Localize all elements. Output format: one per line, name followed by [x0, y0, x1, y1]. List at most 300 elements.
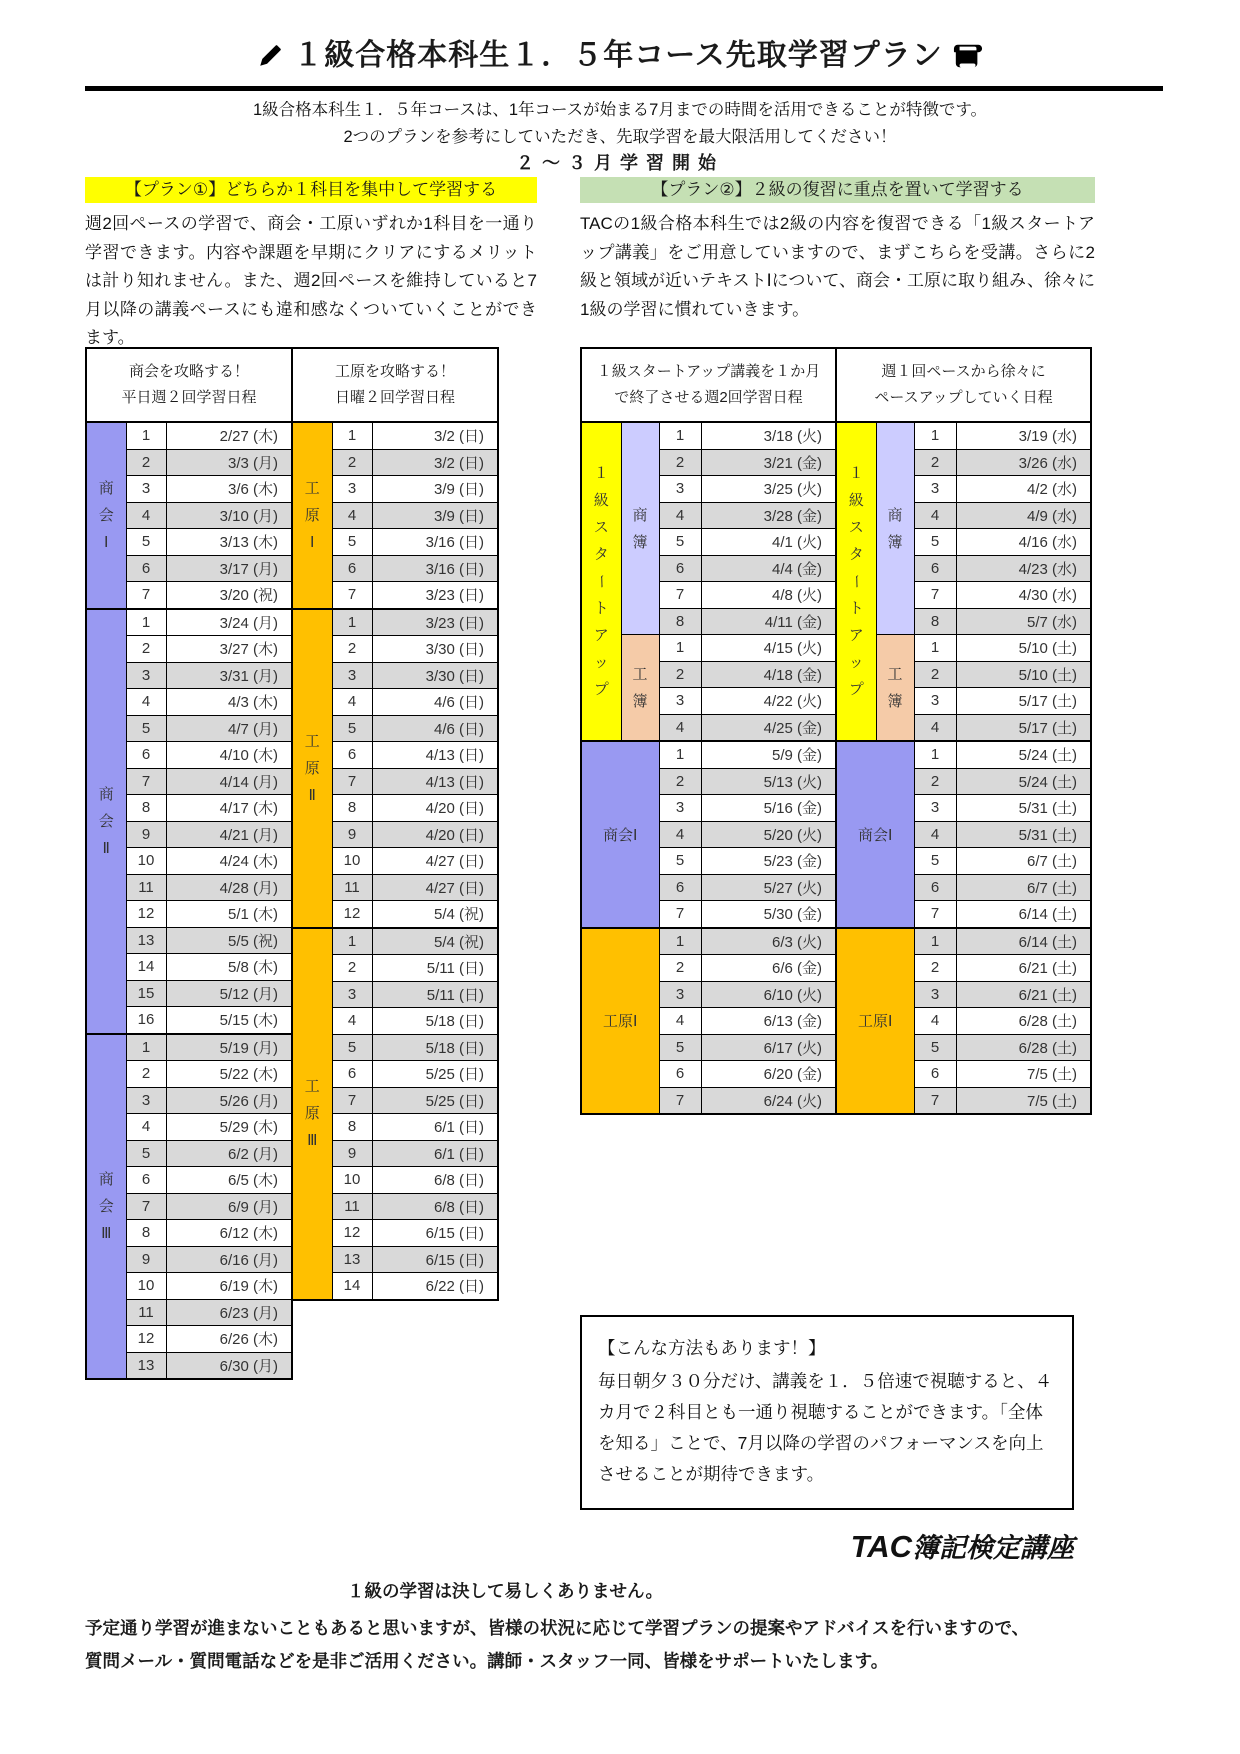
session-number-cell: 1	[332, 422, 372, 449]
subject-label-text: 商 簿	[887, 506, 903, 551]
session-date-cell: 6/7 (土)	[956, 874, 1091, 901]
session-date-cell: 5/1 (木)	[166, 901, 292, 928]
plan1-heading: 【プラン①】どちらか１科目を集中して学習する	[85, 177, 537, 203]
session-date-cell: 5/27 (火)	[701, 874, 836, 901]
session-number-cell: 7	[659, 1087, 701, 1114]
session-number-cell: 3	[914, 476, 956, 503]
session-date-cell: 5/26 (月)	[166, 1087, 292, 1114]
session-number-cell: 8	[126, 1220, 166, 1247]
session-number-cell: 9	[126, 1246, 166, 1273]
session-date-cell: 4/18 (金)	[701, 661, 836, 688]
session-number-cell: 6	[126, 742, 166, 769]
subject-label-text: 工 原 Ⅱ	[304, 732, 320, 804]
session-number-cell: 2	[126, 636, 166, 663]
session-date-cell: 5/7 (水)	[956, 608, 1091, 635]
session-number-cell: 4	[332, 689, 372, 716]
session-number-cell: 4	[126, 1114, 166, 1141]
session-number-cell: 6	[126, 555, 166, 582]
session-date-cell: 4/30 (水)	[956, 582, 1091, 609]
session-number-cell: 3	[914, 688, 956, 715]
session-number-cell: 10	[126, 848, 166, 875]
session-number-cell: 6	[659, 874, 701, 901]
table-row	[292, 928, 498, 955]
session-number-cell: 8	[659, 608, 701, 635]
session-date-cell: 5/18 (日)	[372, 1034, 498, 1061]
session-date-cell: 4/11 (金)	[701, 608, 836, 635]
plan2-schedule-tables	[580, 347, 1092, 1115]
session-date-cell: 3/16 (日)	[372, 555, 498, 582]
session-date-cell: 4/1 (火)	[701, 529, 836, 556]
subject-label-text: 工 原 Ⅲ	[304, 1078, 320, 1149]
session-number-cell: 6	[332, 1061, 372, 1088]
subject-label-text: 工 簿	[632, 665, 648, 710]
subject-sublabel	[876, 422, 914, 635]
session-number-cell: 1	[126, 422, 166, 449]
session-date-cell: 6/15 (日)	[372, 1220, 498, 1247]
session-number-cell: 7	[126, 582, 166, 609]
session-number-cell: 13	[332, 1246, 372, 1273]
session-date-cell: 6/28 (土)	[956, 1008, 1091, 1035]
session-number-cell: 4	[914, 1008, 956, 1035]
session-number-cell: 8	[332, 1114, 372, 1141]
session-number-cell: 3	[914, 981, 956, 1008]
session-date-cell: 6/21 (土)	[956, 981, 1091, 1008]
session-date-cell: 3/23 (日)	[372, 582, 498, 609]
table-row	[86, 1034, 292, 1061]
session-number-cell: 2	[332, 449, 372, 476]
session-number-cell: 16	[126, 1007, 166, 1034]
session-date-cell: 6/14 (土)	[956, 901, 1091, 928]
intro-line-1: 1級合格本科生１．５年コースは、1年コースが始まる7月までの時間を活用できることが特徴です。	[252, 101, 988, 119]
tips-box	[580, 1315, 1074, 1510]
session-number-cell: 6	[659, 555, 701, 582]
session-number-cell: 6	[332, 742, 372, 769]
plan2-column	[580, 177, 1095, 324]
session-number-cell: 7	[914, 901, 956, 928]
session-number-cell: 7	[659, 901, 701, 928]
table-row	[581, 741, 836, 768]
session-number-cell: 7	[332, 768, 372, 795]
session-date-cell: 4/8 (火)	[701, 582, 836, 609]
plan2-heading: 【プラン②】２級の復習に重点を置いて学習する	[580, 177, 1095, 203]
subject-label	[292, 609, 332, 928]
session-number-cell: 3	[126, 662, 166, 689]
table-row	[836, 741, 1091, 768]
session-date-cell: 4/6 (日)	[372, 715, 498, 742]
session-number-cell: 8	[332, 795, 372, 822]
session-number-cell: 3	[332, 476, 372, 503]
table-row	[581, 422, 836, 449]
session-date-cell: 3/27 (木)	[166, 636, 292, 663]
plan1-schedule-tables	[85, 347, 499, 1380]
session-number-cell: 3	[659, 795, 701, 822]
session-date-cell: 3/10 (月)	[166, 502, 292, 529]
session-date-cell: 3/31 (月)	[166, 662, 292, 689]
session-number-cell: 12	[332, 901, 372, 928]
session-date-cell: 3/23 (日)	[372, 609, 498, 636]
session-date-cell: 5/15 (木)	[166, 1007, 292, 1034]
session-date-cell: 3/17 (月)	[166, 555, 292, 582]
session-number-cell: 5	[332, 529, 372, 556]
session-date-cell: 3/16 (日)	[372, 529, 498, 556]
session-number-cell: 12	[126, 1326, 166, 1353]
session-number-cell: 2	[332, 636, 372, 663]
session-date-cell: 5/10 (土)	[956, 661, 1091, 688]
subject-label-text: １ 級 ス タ ー ト ア ッ プ	[847, 465, 865, 698]
session-number-cell: 9	[126, 821, 166, 848]
session-date-cell: 4/10 (木)	[166, 742, 292, 769]
session-number-cell: 3	[332, 662, 372, 689]
session-date-cell: 6/20 (金)	[701, 1061, 836, 1088]
session-date-cell: 3/30 (日)	[372, 636, 498, 663]
plan1-schedule-table-1	[85, 347, 293, 1380]
session-date-cell: 6/6 (金)	[701, 955, 836, 982]
session-date-cell: 4/3 (木)	[166, 689, 292, 716]
session-date-cell: 6/12 (木)	[166, 1220, 292, 1247]
subject-label	[292, 422, 332, 609]
session-number-cell: 1	[126, 609, 166, 636]
subject-label-text: １ 級 ス タ ー ト ア ッ プ	[592, 465, 610, 698]
session-number-cell: 4	[659, 502, 701, 529]
page-title	[0, 30, 1240, 74]
session-number-cell: 5	[126, 529, 166, 556]
subject-label	[836, 422, 876, 741]
session-number-cell: 1	[914, 928, 956, 955]
session-date-cell: 5/20 (火)	[701, 821, 836, 848]
session-number-cell: 5	[332, 1034, 372, 1061]
session-date-cell: 4/20 (日)	[372, 821, 498, 848]
session-number-cell: 4	[914, 821, 956, 848]
session-date-cell: 6/21 (土)	[956, 955, 1091, 982]
session-date-cell: 4/27 (日)	[372, 848, 498, 875]
session-date-cell: 5/4 (祝)	[372, 928, 498, 955]
subject-label-text: 工 原 Ⅰ	[304, 479, 320, 551]
session-number-cell: 1	[332, 609, 372, 636]
session-number-cell: 5	[659, 529, 701, 556]
session-date-cell: 6/1 (日)	[372, 1140, 498, 1167]
session-number-cell: 2	[914, 661, 956, 688]
session-date-cell: 3/6 (木)	[166, 476, 292, 503]
table-row	[292, 609, 498, 636]
subject-label	[86, 1034, 126, 1380]
session-date-cell: 6/3 (火)	[701, 928, 836, 955]
session-date-cell: 7/5 (土)	[956, 1061, 1091, 1088]
session-number-cell: 8	[914, 608, 956, 635]
session-date-cell: 5/29 (木)	[166, 1114, 292, 1141]
pencil-icon	[257, 43, 283, 69]
tips-box-title: 【こんな方法もあります！】	[598, 1338, 826, 1358]
session-number-cell: 3	[914, 795, 956, 822]
session-date-cell: 4/13 (日)	[372, 742, 498, 769]
session-date-cell: 3/9 (日)	[372, 476, 498, 503]
session-number-cell: 12	[126, 901, 166, 928]
subject-label	[581, 422, 621, 741]
session-date-cell: 5/24 (土)	[956, 768, 1091, 795]
session-date-cell: 6/23 (月)	[166, 1299, 292, 1326]
session-number-cell: 14	[126, 954, 166, 981]
session-date-cell: 5/25 (日)	[372, 1087, 498, 1114]
session-number-cell: 2	[914, 449, 956, 476]
tac-logo-course: 簿記検定講座	[912, 1533, 1074, 1563]
session-number-cell: 3	[126, 1087, 166, 1114]
session-number-cell: 5	[332, 715, 372, 742]
session-number-cell: 5	[914, 529, 956, 556]
subject-label-text: 商 会 Ⅱ	[98, 785, 114, 857]
session-date-cell: 3/30 (日)	[372, 662, 498, 689]
session-date-cell: 4/6 (日)	[372, 689, 498, 716]
session-number-cell: 3	[126, 476, 166, 503]
session-date-cell: 6/7 (土)	[956, 848, 1091, 875]
plan1-schedule-table-2	[291, 347, 499, 1301]
session-date-cell: 6/26 (木)	[166, 1326, 292, 1353]
session-date-cell: 6/14 (土)	[956, 928, 1091, 955]
session-number-cell: 8	[126, 795, 166, 822]
session-number-cell: 10	[126, 1273, 166, 1300]
session-number-cell: 7	[126, 768, 166, 795]
session-date-cell: 6/10 (火)	[701, 981, 836, 1008]
footer-support-paragraph	[85, 1612, 1195, 1678]
table-row	[292, 422, 498, 449]
session-date-cell: 5/19 (月)	[166, 1034, 292, 1061]
session-date-cell: 4/20 (日)	[372, 795, 498, 822]
session-number-cell: 4	[914, 714, 956, 741]
session-number-cell: 4	[914, 502, 956, 529]
session-number-cell: 1	[914, 422, 956, 449]
session-date-cell: 4/25 (金)	[701, 714, 836, 741]
session-number-cell: 9	[332, 821, 372, 848]
session-date-cell: 6/5 (木)	[166, 1167, 292, 1194]
table-group-header: １級スタートアップ講義を１か月 で終了させる週2回学習日程	[581, 348, 836, 422]
session-number-cell: 5	[914, 848, 956, 875]
session-number-cell: 3	[332, 981, 372, 1008]
session-date-cell: 5/10 (土)	[956, 635, 1091, 662]
session-number-cell: 9	[332, 1140, 372, 1167]
session-number-cell: 11	[332, 874, 372, 901]
session-number-cell: 2	[332, 955, 372, 982]
session-date-cell: 5/31 (土)	[956, 821, 1091, 848]
session-date-cell: 6/22 (日)	[372, 1273, 498, 1300]
subject-sublabel	[621, 635, 659, 742]
session-date-cell: 6/15 (日)	[372, 1246, 498, 1273]
session-date-cell: 4/28 (月)	[166, 874, 292, 901]
session-date-cell: 5/24 (土)	[956, 741, 1091, 768]
session-date-cell: 4/24 (木)	[166, 848, 292, 875]
session-number-cell: 1	[126, 1034, 166, 1061]
session-number-cell: 2	[659, 955, 701, 982]
session-number-cell: 11	[332, 1193, 372, 1220]
session-number-cell: 7	[126, 1193, 166, 1220]
session-number-cell: 2	[914, 955, 956, 982]
table-row	[581, 928, 836, 955]
session-date-cell: 3/2 (日)	[372, 422, 498, 449]
subject-label-text: 商 簿	[632, 506, 648, 551]
session-date-cell: 4/27 (日)	[372, 874, 498, 901]
session-number-cell: 2	[659, 449, 701, 476]
session-number-cell: 3	[659, 981, 701, 1008]
subject-label	[292, 928, 332, 1300]
session-number-cell: 6	[914, 1061, 956, 1088]
session-date-cell: 6/19 (木)	[166, 1273, 292, 1300]
subject-sublabel	[876, 635, 914, 742]
session-date-cell: 4/4 (金)	[701, 555, 836, 582]
plan2-schedule-table-2	[835, 347, 1092, 1115]
session-date-cell: 6/8 (日)	[372, 1193, 498, 1220]
session-date-cell: 5/8 (木)	[166, 954, 292, 981]
session-date-cell: 5/9 (金)	[701, 741, 836, 768]
tips-box-body: 毎日朝夕３０分だけ、講義を１．５倍速で視聴すると、４カ月で２科目とも一通り視聴することができます。「全体を知る」ことで、7月以降の学習のパフォーマンスを向上させることが期待できます。	[598, 1371, 1053, 1484]
session-number-cell: 4	[126, 689, 166, 716]
session-number-cell: 13	[126, 1352, 166, 1379]
session-date-cell: 5/5 (祝)	[166, 927, 292, 954]
footer-support-line-2: 質問メール・質問電話などを是非ご活用ください。講師・スタッフ一同、皆様をサポートいたします。	[85, 1651, 889, 1671]
subject-sublabel	[621, 422, 659, 635]
session-date-cell: 3/25 (火)	[701, 476, 836, 503]
session-date-cell: 5/17 (土)	[956, 688, 1091, 715]
session-date-cell: 6/2 (月)	[166, 1140, 292, 1167]
session-date-cell: 5/31 (土)	[956, 795, 1091, 822]
session-number-cell: 5	[914, 1034, 956, 1061]
session-date-cell: 5/30 (金)	[701, 901, 836, 928]
session-number-cell: 5	[659, 1034, 701, 1061]
title-divider	[85, 86, 1163, 91]
plan1-description: 週2回ペースの学習で、商会・工原いずれか1科目を一通り学習できます。内容や課題を早期にクリアにするメリットは計り知れません。また、週2回ペースを維持していると7月以降の講義ペースにも違和感なくついていくことができます。	[85, 214, 537, 347]
session-date-cell: 5/13 (火)	[701, 768, 836, 795]
session-date-cell: 5/12 (月)	[166, 980, 292, 1007]
session-number-cell: 11	[126, 874, 166, 901]
session-date-cell: 5/11 (日)	[372, 955, 498, 982]
table-row	[836, 422, 1091, 449]
session-date-cell: 4/14 (月)	[166, 768, 292, 795]
session-date-cell: 3/21 (金)	[701, 449, 836, 476]
session-number-cell: 4	[659, 714, 701, 741]
session-number-cell: 2	[659, 661, 701, 688]
session-number-cell: 6	[914, 874, 956, 901]
session-date-cell: 4/22 (火)	[701, 688, 836, 715]
session-number-cell: 1	[914, 741, 956, 768]
page-title-text: １級合格本科生１．５年コース先取学習プラン	[293, 39, 943, 72]
session-number-cell: 3	[659, 688, 701, 715]
tac-logo-mark: TAC	[850, 1529, 912, 1564]
session-number-cell: 6	[126, 1167, 166, 1194]
session-date-cell: 4/23 (水)	[956, 555, 1091, 582]
subject-label	[86, 609, 126, 1034]
session-number-cell: 1	[659, 741, 701, 768]
subject-label: 商会Ⅰ	[581, 741, 659, 928]
session-number-cell: 4	[659, 1008, 701, 1035]
session-date-cell: 5/16 (金)	[701, 795, 836, 822]
subject-label-text: 工 簿	[887, 665, 903, 710]
session-number-cell: 6	[332, 555, 372, 582]
table-row	[836, 928, 1091, 955]
session-number-cell: 1	[659, 635, 701, 662]
session-date-cell: 3/26 (水)	[956, 449, 1091, 476]
session-number-cell: 1	[659, 928, 701, 955]
session-number-cell: 7	[659, 582, 701, 609]
session-number-cell: 5	[126, 1140, 166, 1167]
session-date-cell: 6/9 (月)	[166, 1193, 292, 1220]
session-date-cell: 4/21 (月)	[166, 821, 292, 848]
session-number-cell: 14	[332, 1273, 372, 1300]
session-number-cell: 2	[126, 449, 166, 476]
session-number-cell: 10	[332, 1167, 372, 1194]
session-date-cell: 5/25 (日)	[372, 1061, 498, 1088]
subject-label: 工原Ⅰ	[581, 928, 659, 1115]
session-date-cell: 4/15 (火)	[701, 635, 836, 662]
session-date-cell: 6/1 (日)	[372, 1114, 498, 1141]
session-date-cell: 4/16 (水)	[956, 529, 1091, 556]
table-group-header: 商会を攻略する！ 平日週２回学習日程	[86, 348, 292, 422]
session-number-cell: 6	[914, 555, 956, 582]
session-date-cell: 5/4 (祝)	[372, 901, 498, 928]
subject-label-text: 商 会 Ⅰ	[98, 479, 114, 551]
session-date-cell: 6/16 (月)	[166, 1246, 292, 1273]
session-date-cell: 3/19 (水)	[956, 422, 1091, 449]
session-date-cell: 3/24 (月)	[166, 609, 292, 636]
session-number-cell: 5	[659, 848, 701, 875]
session-date-cell: 4/7 (月)	[166, 715, 292, 742]
session-date-cell: 4/9 (水)	[956, 502, 1091, 529]
tac-logo	[580, 1526, 1074, 1565]
session-date-cell: 6/28 (土)	[956, 1034, 1091, 1061]
session-date-cell: 3/13 (木)	[166, 529, 292, 556]
session-date-cell: 6/24 (火)	[701, 1087, 836, 1114]
table-row	[86, 609, 292, 636]
session-number-cell: 15	[126, 980, 166, 1007]
session-date-cell: 5/17 (土)	[956, 714, 1091, 741]
session-number-cell: 7	[332, 1087, 372, 1114]
plan2-description: TACの1級合格本科生では2級の内容を復習できる「1級スタートアップ講義」をご用意していますので、まずこちらを受講。さらに2級と領域が近いテキストⅠについて、商会・工原に取り組み、徐々に1級の学習に慣れていきます。	[580, 214, 1096, 319]
table-group-header: 週１回ペースから徐々に ペースアップしていく日程	[836, 348, 1091, 422]
session-number-cell: 7	[914, 1087, 956, 1114]
session-date-cell: 2/27 (木)	[166, 422, 292, 449]
session-number-cell: 4	[332, 1008, 372, 1035]
session-date-cell: 3/9 (日)	[372, 502, 498, 529]
plan2-schedule-table-1	[580, 347, 837, 1115]
session-number-cell: 6	[659, 1061, 701, 1088]
subject-label	[86, 422, 126, 609]
session-number-cell: 2	[659, 768, 701, 795]
session-date-cell: 6/30 (月)	[166, 1352, 292, 1379]
session-number-cell: 13	[126, 927, 166, 954]
session-number-cell: 12	[332, 1220, 372, 1247]
subject-label: 商会Ⅰ	[836, 741, 914, 928]
footer-warning-line: １級の学習は決して易しくありません。	[346, 1581, 664, 1601]
footer-support-line-1: 予定通り学習が進まないこともあると思いますが、皆様の状況に応じて学習プランの提案やアドバイスを行いますので、	[85, 1618, 1030, 1638]
session-number-cell: 2	[126, 1061, 166, 1088]
session-date-cell: 6/17 (火)	[701, 1034, 836, 1061]
session-date-cell: 4/13 (日)	[372, 768, 498, 795]
table-row	[86, 422, 292, 449]
session-date-cell: 5/11 (日)	[372, 981, 498, 1008]
session-number-cell: 3	[659, 476, 701, 503]
session-date-cell: 3/3 (月)	[166, 449, 292, 476]
session-date-cell: 3/20 (祝)	[166, 582, 292, 609]
session-date-cell: 7/5 (土)	[956, 1087, 1091, 1114]
session-number-cell: 4	[126, 502, 166, 529]
session-number-cell: 2	[914, 768, 956, 795]
session-number-cell: 11	[126, 1299, 166, 1326]
session-number-cell: 5	[126, 715, 166, 742]
session-number-cell: 1	[659, 422, 701, 449]
session-date-cell: 6/8 (日)	[372, 1167, 498, 1194]
session-number-cell: 4	[332, 502, 372, 529]
intro-paragraph	[0, 97, 1240, 151]
session-date-cell: 4/2 (水)	[956, 476, 1091, 503]
session-number-cell: 1	[914, 635, 956, 662]
session-date-cell: 6/13 (金)	[701, 1008, 836, 1035]
subject-label: 工原Ⅰ	[836, 928, 914, 1115]
session-date-cell: 4/17 (木)	[166, 795, 292, 822]
